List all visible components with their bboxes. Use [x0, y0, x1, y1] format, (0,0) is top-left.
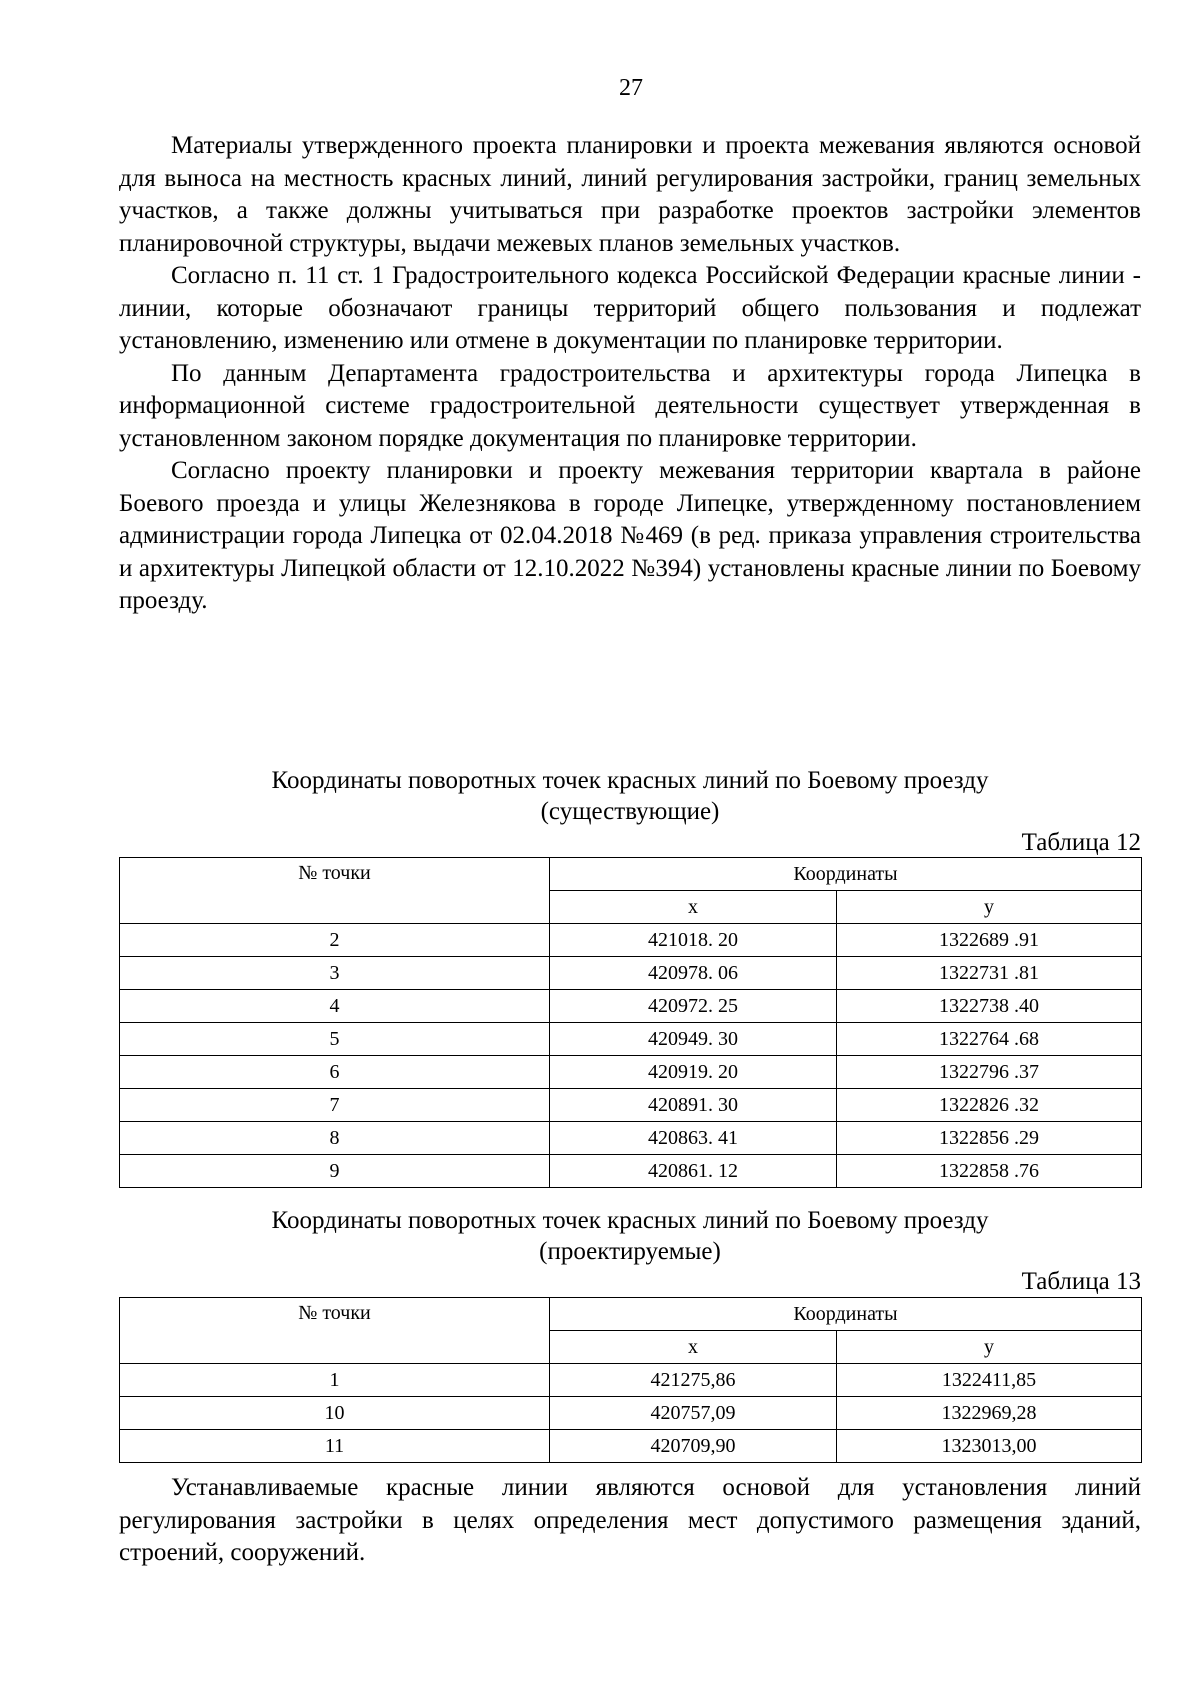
- y-cell: 1322689 .91: [837, 924, 1142, 957]
- y-cell: 1322826 .32: [837, 1089, 1142, 1122]
- page-number: 27: [619, 75, 643, 101]
- table-row: [120, 1089, 1142, 1122]
- x-cell: 420861. 12: [550, 1155, 837, 1188]
- y-cell: 1323013,00: [837, 1430, 1142, 1463]
- table13-caption-line2: (проектируемые): [539, 1238, 721, 1265]
- x-cell: 421018. 20: [550, 924, 837, 957]
- table12-header-x: x: [550, 891, 837, 924]
- table12-header-y: y: [837, 891, 1142, 924]
- point-cell: 8: [120, 1122, 550, 1155]
- intro-text: [119, 130, 1141, 618]
- table13-header-point: № точки: [120, 1298, 550, 1364]
- table13-header-y: у: [837, 1331, 1142, 1364]
- paragraph-materials: Материалы утвержденного проекта планировки и проекта межевания являются основой для выноса на местность красных линий, линий регулирования застройки, границ земельных участков, а также должны учитываться при разработке проектов застройки элементов планировочной структуры, выдачи межевых планов земельных участков.: [119, 132, 1141, 257]
- y-cell: 1322858 .76: [837, 1155, 1142, 1188]
- point-cell: 4: [120, 990, 550, 1023]
- table13-label: Таблица 13: [1021, 1268, 1141, 1295]
- x-cell: 420949. 30: [550, 1023, 837, 1056]
- table-row: [120, 1023, 1142, 1056]
- table-row: [120, 1122, 1142, 1155]
- table-row: [120, 1430, 1142, 1463]
- y-cell: 1322856 .29: [837, 1122, 1142, 1155]
- x-cell: 420709,90: [550, 1430, 837, 1463]
- point-cell: 7: [120, 1089, 550, 1122]
- table-row: [120, 1364, 1142, 1397]
- y-cell: 1322411,85: [837, 1364, 1142, 1397]
- point-cell: 1: [120, 1364, 550, 1397]
- x-cell: 420863. 41: [550, 1122, 837, 1155]
- table-row: [120, 1397, 1142, 1430]
- y-cell: 1322796 .37: [837, 1056, 1142, 1089]
- x-cell: 420757,09: [550, 1397, 837, 1430]
- point-cell: 11: [120, 1430, 550, 1463]
- point-cell: 2: [120, 924, 550, 957]
- table12-header-point: № точки: [120, 858, 550, 924]
- table13-caption-line1: Координаты поворотных точек красных линий по Боевому проезду: [271, 1207, 989, 1234]
- y-cell: 1322738 .40: [837, 990, 1142, 1023]
- closing-text: [119, 1472, 1141, 1570]
- table13: [119, 1297, 1142, 1463]
- y-cell: 1322764 .68: [837, 1023, 1142, 1056]
- paragraph-department-data: По данным Департамента градостроительства и архитектуры города Липецка в информационной системе градостроительной деятельности существует утвержденная в установленном законом порядке документация по планировке территории.: [119, 359, 1141, 452]
- paragraph-closing: Устанавливаемые красные линии являются основой для установления линий регулирования застройки в целях определения мест допустимого размещения зданий, строений, сооружений.: [119, 1474, 1141, 1566]
- table-row: [120, 957, 1142, 990]
- table12-header-coords: Координаты: [550, 858, 1142, 891]
- table13-caption: [119, 1205, 1141, 1267]
- y-cell: 1322731 .81: [837, 957, 1142, 990]
- x-cell: 420978. 06: [550, 957, 837, 990]
- table-row: [120, 924, 1142, 957]
- table12-caption-line1: Координаты поворотных точек красных линий по Боевому проезду: [271, 767, 989, 794]
- table-row: [120, 990, 1142, 1023]
- paragraph-red-lines-definition: Согласно п. 11 ст. 1 Градостроительного кодекса Российской Федерации красные линии - линии, которые обозначают границы территорий общего пользования и подлежат установлению, изменению или отмене в документации по планировке территории.: [119, 262, 1141, 354]
- table12: [119, 857, 1142, 1188]
- table12-caption: [119, 765, 1141, 827]
- table13-header-coords: Координаты: [550, 1298, 1142, 1331]
- point-cell: 9: [120, 1155, 550, 1188]
- point-cell: 10: [120, 1397, 550, 1430]
- table-row: [120, 1056, 1142, 1089]
- x-cell: 421275,86: [550, 1364, 837, 1397]
- paragraph-planning-project: Согласно проекту планировки и проекту межевания территории квартала в районе Боевого проезда и улицы Железнякова в городе Липецке, утвержденному постановлением администрации города Липецка от 02.04.2018 №469 (в ред. приказа управления строительства и архитектуры Липецкой области от 12.10.2022 №394) установлены красные линии по Боевому проезду.: [119, 457, 1141, 614]
- x-cell: 420919. 20: [550, 1056, 837, 1089]
- table13-header-x: x: [550, 1331, 837, 1364]
- table-row: [120, 1155, 1142, 1188]
- point-cell: 6: [120, 1056, 550, 1089]
- point-cell: 5: [120, 1023, 550, 1056]
- table12-caption-line2: (существующие): [540, 798, 720, 825]
- table12-label: Таблица 12: [1021, 829, 1141, 856]
- y-cell: 1322969,28: [837, 1397, 1142, 1430]
- point-cell: 3: [120, 957, 550, 990]
- x-cell: 420891. 30: [550, 1089, 837, 1122]
- x-cell: 420972. 25: [550, 990, 837, 1023]
